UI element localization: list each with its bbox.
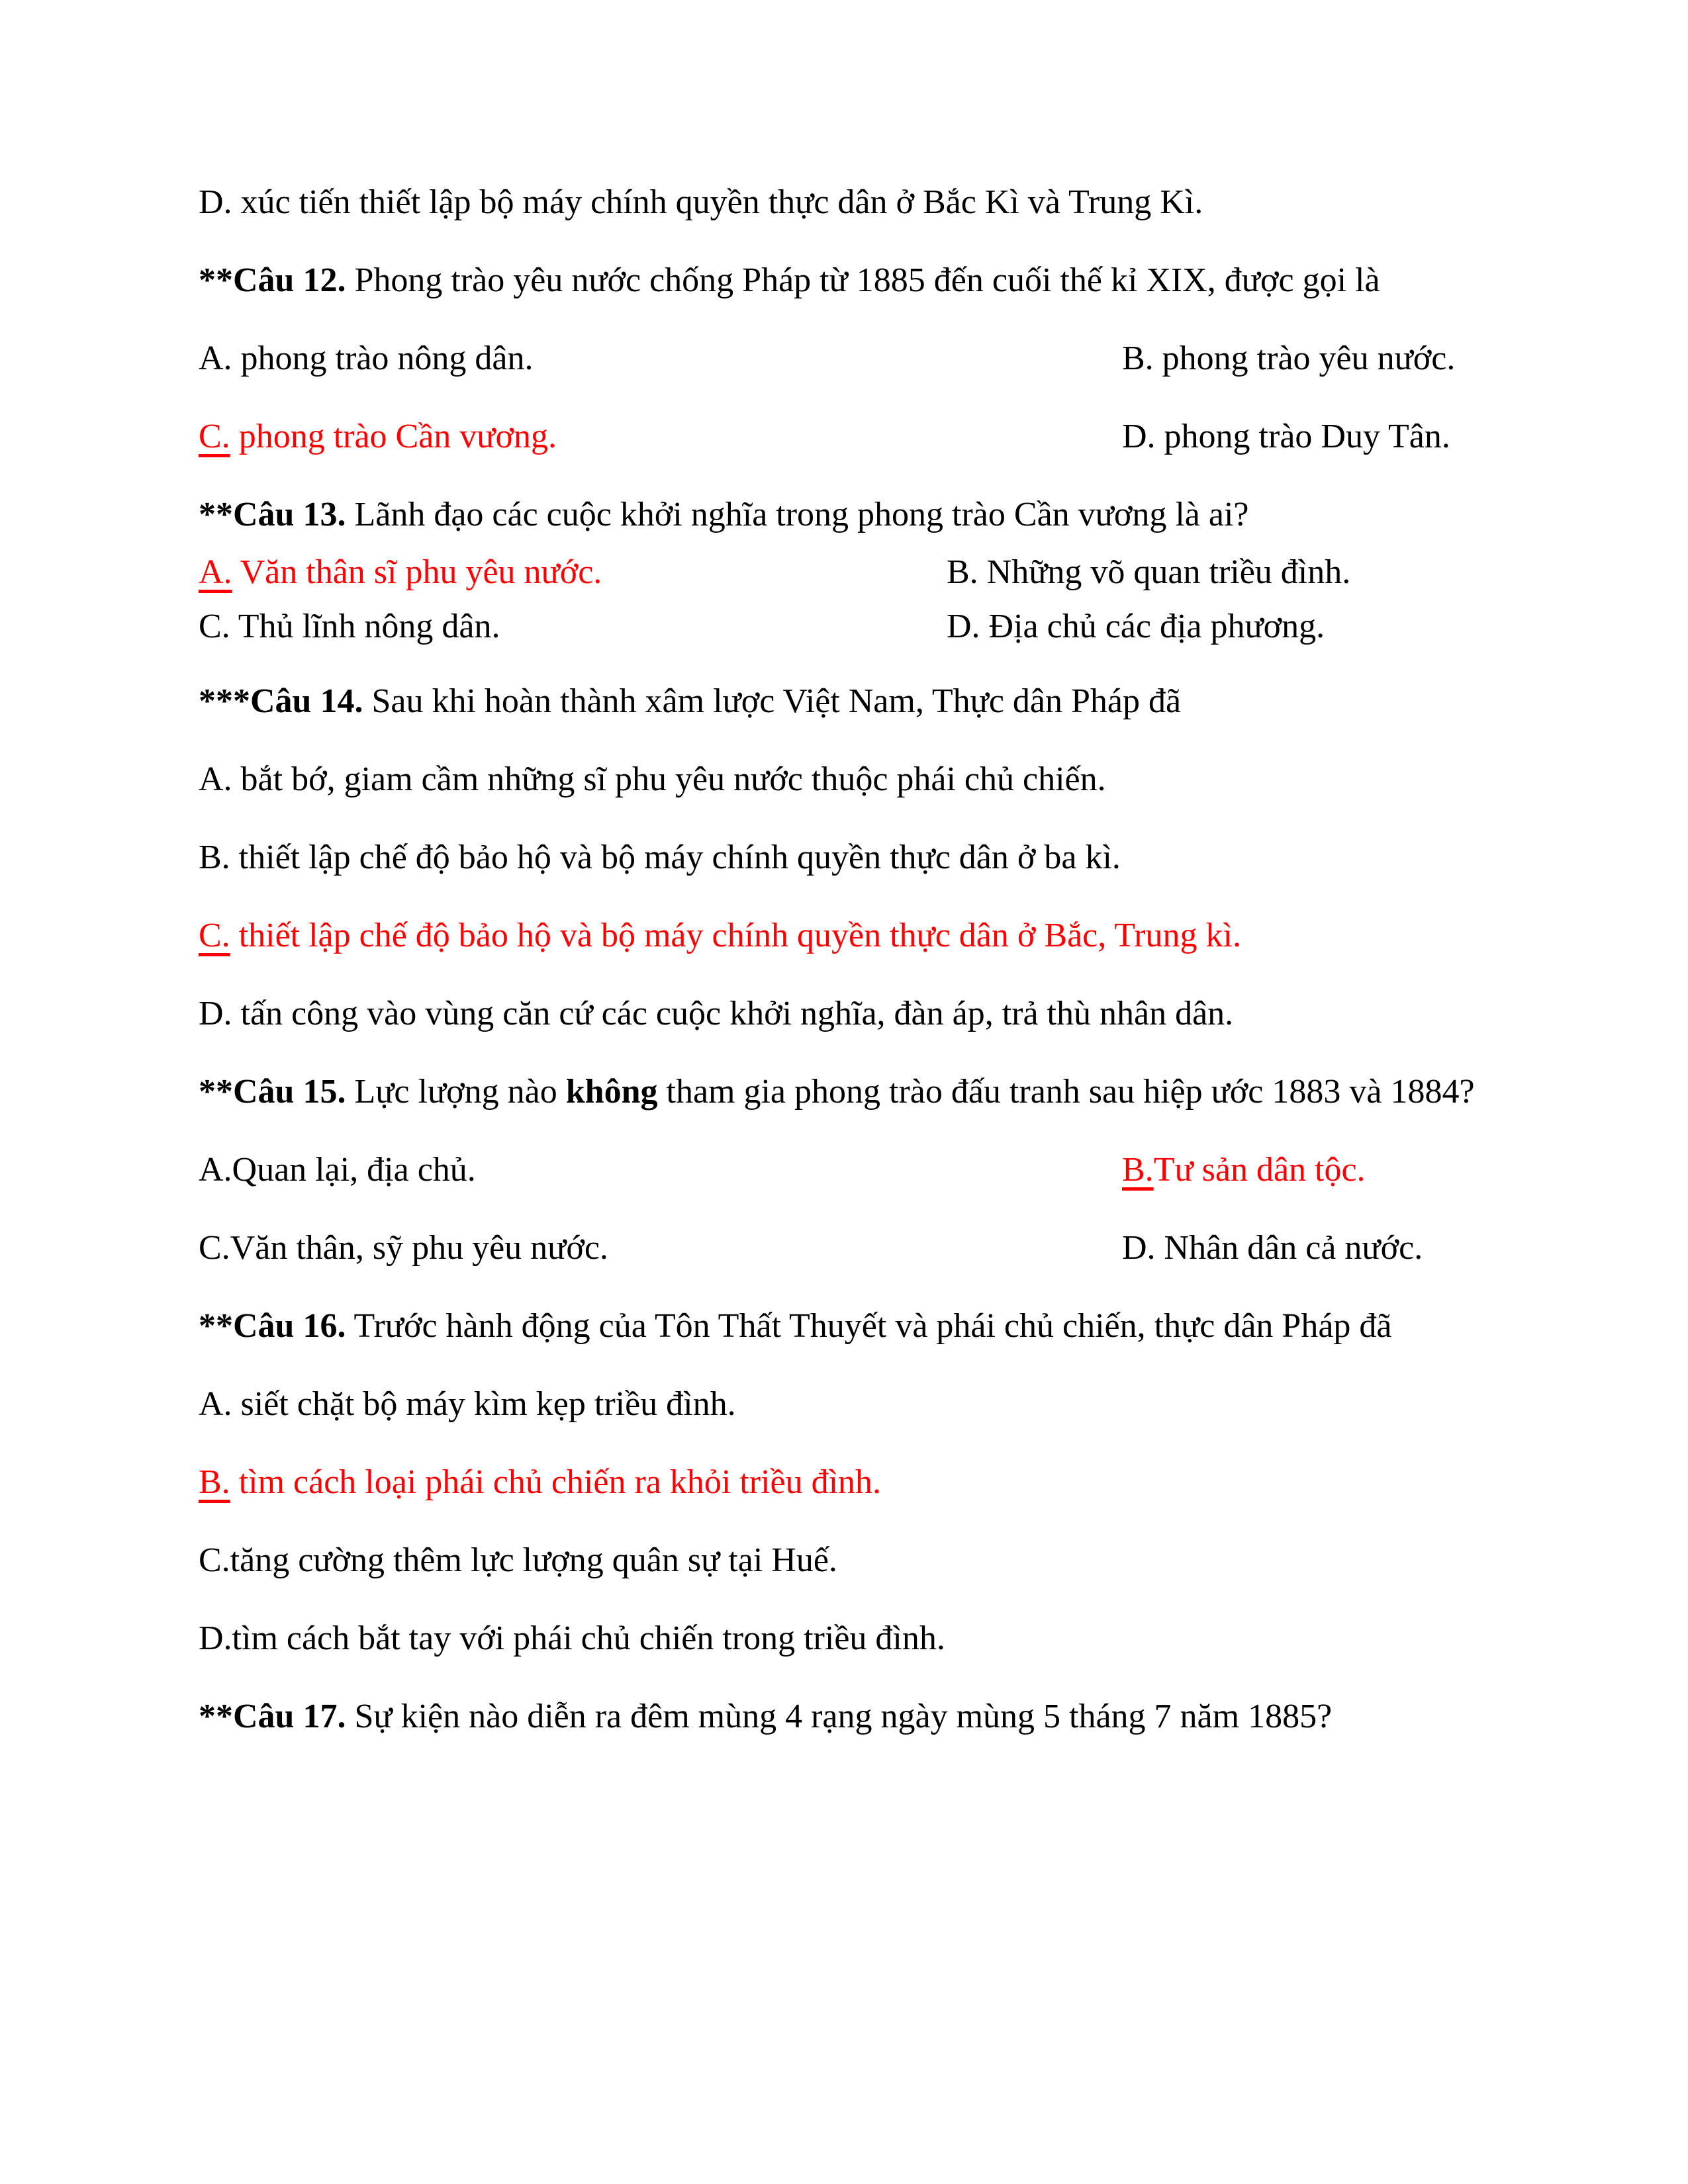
- answer-letter: B.: [199, 1463, 230, 1501]
- question-17-text: Sự kiện nào diễn ra đêm mùng 4 rạng ngày mùng 5 tháng 7 năm 1885?: [346, 1698, 1333, 1735]
- question-13-option-c: C. Thủ lĩnh nông dân.: [199, 608, 500, 645]
- question-14-option-c-answer: [199, 905, 1489, 966]
- option-text: A. siết chặt bộ máy kìm kẹp triều đình.: [199, 1385, 736, 1423]
- answer-text: tìm cách loại phái chủ chiến ra khỏi triều đình.: [230, 1463, 882, 1501]
- question-11-option-d: [199, 172, 1489, 233]
- question-16-option-c: [199, 1530, 1489, 1591]
- answer-letter: B.: [1122, 1151, 1154, 1189]
- exam-text-body: [199, 172, 1489, 1764]
- question-12-option-b: B. phong trào yêu nước.: [1122, 340, 1456, 377]
- answer-text: thiết lập chế độ bảo hộ và bộ máy chính quyền thực dân ở Bắc, Trung kì.: [230, 917, 1241, 954]
- question-12-options-row-2: [199, 406, 1489, 467]
- option-text: D. tấn công vào vùng căn cứ các cuộc khởi nghĩa, đàn áp, trả thù nhân dân.: [199, 995, 1234, 1032]
- question-15-label: **Câu 15.: [199, 1073, 346, 1111]
- question-12-option-d: D. phong trào Duy Tân.: [1122, 418, 1450, 455]
- question-14-option-d: [199, 983, 1489, 1044]
- question-15-text-1: Lực lượng nào: [346, 1073, 566, 1111]
- answer-text: Tư sản dân tộc.: [1153, 1151, 1366, 1189]
- question-15-options-row-1: [199, 1140, 1489, 1201]
- question-12-text: Phong trào yêu nước chống Pháp từ 1885 đến cuối thế kỉ XIX, được gọi là: [346, 261, 1380, 299]
- option-text: C.tăng cường thêm lực lượng quân sự tại Huế.: [199, 1541, 837, 1579]
- question-15-option-c: C.Văn thân, sỹ phu yêu nước.: [199, 1229, 608, 1267]
- answer-letter: A.: [199, 553, 232, 591]
- answer-line: [199, 917, 1241, 954]
- answer-line: [199, 1463, 881, 1501]
- option-text: D.tìm cách bắt tay với phái chủ chiến trong triều đình.: [199, 1619, 945, 1657]
- question-13-option-d: D. Địa chủ các địa phương.: [947, 608, 1325, 645]
- question-16-header: [199, 1296, 1489, 1357]
- question-13-header: [199, 484, 1489, 545]
- question-16-option-a: [199, 1374, 1489, 1435]
- question-17-header: [199, 1686, 1489, 1747]
- question-13-option-a-answer: [199, 553, 602, 591]
- question-16-text: Trước hành động của Tôn Thất Thuyết và phái chủ chiến, thực dân Pháp đã: [346, 1307, 1392, 1345]
- question-16-option-b-answer: [199, 1452, 1489, 1513]
- question-14-text: Sau khi hoàn thành xâm lược Việt Nam, Thực dân Pháp đã: [363, 682, 1182, 720]
- question-15-option-d: D. Nhân dân cả nước.: [1122, 1229, 1423, 1267]
- question-13-options-row-2: [199, 600, 1489, 654]
- question-13-label: **Câu 13.: [199, 496, 346, 533]
- option-text: B. thiết lập chế độ bảo hộ và bộ máy chính quyền thực dân ở ba kì.: [199, 839, 1121, 876]
- question-15-emphasis: không: [565, 1073, 658, 1111]
- question-16-label: **Câu 16.: [199, 1307, 346, 1345]
- question-14-header: [199, 671, 1489, 732]
- question-15-option-b-answer: [1122, 1140, 1366, 1201]
- question-12-option-c-answer: [199, 418, 557, 455]
- question-12-label: **Câu 12.: [199, 261, 346, 299]
- question-12-options-row-1: [199, 328, 1489, 389]
- answer-letter: C.: [199, 917, 230, 954]
- question-14-option-b: [199, 827, 1489, 888]
- question-12-option-a: A. phong trào nông dân.: [199, 340, 534, 377]
- question-13-option-b: B. Những võ quan triều đình.: [947, 553, 1351, 591]
- question-14-option-a: [199, 749, 1489, 810]
- answer-text: Văn thân sĩ phu yêu nước.: [232, 553, 602, 591]
- question-15-option-a: A.Quan lại, địa chủ.: [199, 1151, 476, 1189]
- question-15-options-row-2: [199, 1218, 1489, 1279]
- option-text: D. xúc tiến thiết lập bộ máy chính quyền thực dân ở Bắc Kì và Trung Kì.: [199, 183, 1203, 221]
- question-13-text: Lãnh đạo các cuộc khởi nghĩa trong phong trào Cần vương là ai?: [346, 496, 1249, 533]
- question-17-label: **Câu 17.: [199, 1698, 346, 1735]
- question-15-header: [199, 1062, 1489, 1122]
- question-14-label: ***Câu 14.: [199, 682, 363, 720]
- question-16-option-d: [199, 1608, 1489, 1669]
- question-15-text-2: tham gia phong trào đấu tranh sau hiệp ước 1883 và 1884?: [657, 1073, 1475, 1111]
- option-text: A. bắt bớ, giam cầm những sĩ phu yêu nước thuộc phái chủ chiến.: [199, 760, 1106, 798]
- answer-letter: C.: [199, 418, 230, 455]
- question-12-header: [199, 250, 1489, 311]
- answer-text: phong trào Cần vương.: [230, 418, 557, 455]
- question-13-options-row-1: [199, 545, 1489, 600]
